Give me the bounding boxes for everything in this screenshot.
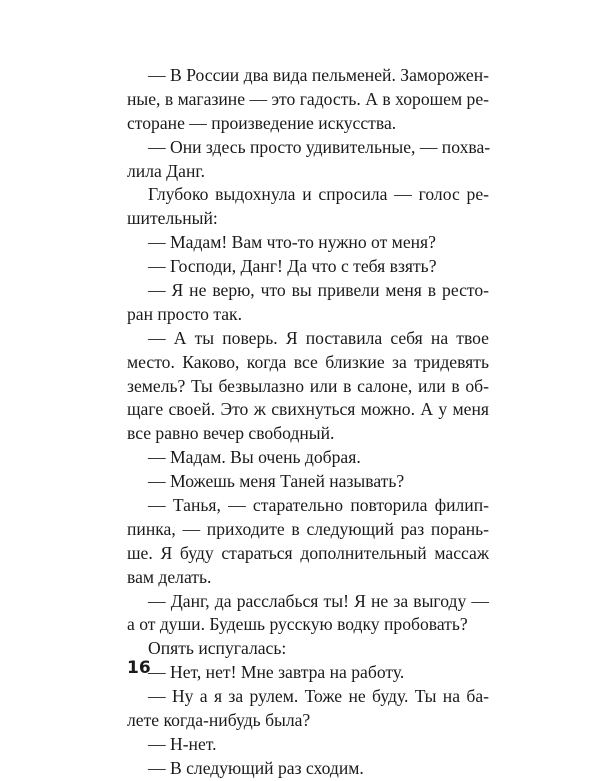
text-line: ше. Я буду стараться дополнительный массаж <box>127 542 489 563</box>
text-line: — Танья, — старательно повторила филип- <box>148 495 489 516</box>
text-line: — Мадам. Вы очень добрая. <box>148 447 361 468</box>
text-line: — Они здесь просто удивительные, — похва- <box>148 136 491 157</box>
body-text <box>127 64 489 781</box>
text-line: Опять испугалась: <box>148 638 287 659</box>
text-line: место. Каково, когда все близкие за тридевять <box>127 351 489 372</box>
text-line: Глубоко выдохнула и спросила — голос ре- <box>148 184 489 205</box>
text-line: — Можешь меня Таней называть? <box>148 471 405 492</box>
text-line: земель? Ты безвылазно или в салоне, или в об- <box>127 375 489 396</box>
text-line: — Н-нет. <box>148 733 217 754</box>
text-line: щаге своей. Это ж свихнуться можно. А у меня <box>127 399 489 420</box>
text-line: сторане — произведение искусства. <box>127 112 397 133</box>
text-line: ран просто так. <box>127 303 242 324</box>
text-line: — Данг, да расслабься ты! Я не за выгоду — <box>148 590 489 611</box>
page-number: 16 <box>127 658 151 678</box>
text-line: все равно вечер свободный. <box>127 423 335 444</box>
text-line: лете когда-нибудь была? <box>127 710 311 731</box>
text-line: а от души. Будешь русскую водку пробовать? <box>127 614 468 635</box>
text-line: лила Данг. <box>127 160 206 181</box>
text-line: шительный: <box>127 208 218 229</box>
text-line: — Господи, Данг! Да что с тебя взять? <box>148 256 437 277</box>
text-line: — В России два вида пельменей. Заморожен- <box>148 65 489 85</box>
text-line: вам делать. <box>127 566 212 587</box>
text-line: — Я не верю, что вы привели меня в ресто- <box>148 280 489 301</box>
text-line: — Ну а я за рулем. Тоже не буду. Ты на ба- <box>148 686 489 707</box>
text-line: — Мадам! Вам что-то нужно от меня? <box>148 232 436 253</box>
text-line: — Нет, нет! Мне завтра на работу. <box>148 662 405 683</box>
text-line: — В следующий раз сходим. <box>148 757 364 778</box>
text-line: пинка, — приходите в следующий раз порань- <box>127 518 489 539</box>
text-line: ные, в магазине — это гадость. А в хорошем ре- <box>127 88 489 109</box>
text-line: — А ты поверь. Я поставила себя на твое <box>148 327 489 348</box>
